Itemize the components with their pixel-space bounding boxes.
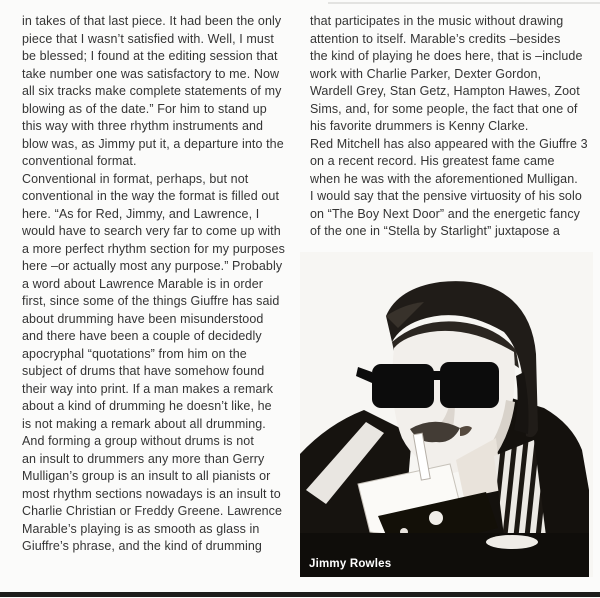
text-line: blowing as of the date.” For him to stand up <box>22 101 267 116</box>
text-line: in takes of that last piece. It had been the only <box>22 14 282 28</box>
text-line: Conventional in format, perhaps, but not <box>22 171 249 186</box>
text-line: would have to search very far to come up with <box>22 224 281 238</box>
text-line: his favorite drummers is Kenny Clarke. <box>310 119 529 133</box>
text-line: subject of drums that have somehow found <box>22 364 265 378</box>
text-line: Charlie Christian or Freddy Greene. Lawrence <box>22 504 283 518</box>
text-line: is not making a remark about all drumming. <box>22 416 266 431</box>
text-line: this way with three rhythm instruments and <box>22 119 264 133</box>
text-line: here. “As for Red, Jimmy, and Lawrence, I <box>22 206 260 221</box>
text-line: Red Mitchell has also appeared with the Giuffre 3 <box>310 136 588 151</box>
text-line: a word about Lawrence Marable is in order <box>22 276 264 291</box>
sunglasses-icon <box>356 362 499 408</box>
right-text-column <box>310 13 596 241</box>
text-line: that participates in the music without drawing <box>310 14 564 28</box>
scan-edge-bottom <box>0 592 600 597</box>
text-line: Sims, and, for some people, the fact that one of <box>310 101 578 116</box>
text-line: on “The Boy Next Door” and the energetic fancy <box>310 206 581 221</box>
text-line: a more perfect rhythm section for my purposes <box>22 241 285 256</box>
scan-edge-top <box>328 2 600 4</box>
text-line: and there have been a couple of decidedly <box>22 329 262 343</box>
text-line: I would say that the pensive virtuosity of his solo <box>310 189 582 203</box>
text-line: Giuffre’s phrase, and the kind of drumming <box>22 539 262 553</box>
portrait-illustration <box>300 252 593 577</box>
text-line: about a kind of drumming he doesn’t like, he <box>22 399 272 413</box>
text-line: all six tracks make complete statements of my <box>22 84 282 98</box>
text-line: conventional in the way the format is filled out <box>22 189 280 203</box>
text-line: an insult to drummers any more than Gerry <box>22 451 265 466</box>
text-line: attention to itself. Marable’s credits –besides <box>310 31 561 46</box>
text-line: on a recent record. His greatest fame came <box>310 154 555 168</box>
photo-caption: Jimmy Rowles <box>309 558 392 570</box>
text-line: Wardell Grey, Stan Getz, Hampton Hawes, Zoot <box>310 84 580 98</box>
text-line: about drumming have been misunderstood <box>22 311 264 326</box>
text-line: Mulligan’s group is an insult to all pianists or <box>22 469 271 483</box>
text-line: first, since some of the things Giuffre has said <box>22 294 280 308</box>
text-line: work with Charlie Parker, Dexter Gordon, <box>310 66 542 81</box>
text-line: most rhythm sections nowadays is an insult to <box>22 486 281 501</box>
text-line: blow was, as Jimmy put it, a departure into the <box>22 136 284 151</box>
text-line: take number one was satisfactory to me. Now <box>22 66 280 81</box>
text-line: be blessed; I found at the editing session that <box>22 49 278 63</box>
text-line: And forming a group without drums is not <box>22 434 254 448</box>
text-line: of the one in “Stella by Starlight” juxtapose a <box>310 224 560 238</box>
text-line: piece that I wasn’t satisfied with. Well, I must <box>22 31 274 46</box>
caption-bar <box>300 533 589 577</box>
left-text-column <box>22 13 300 556</box>
text-line: their way into print. If a man makes a remark <box>22 381 274 396</box>
text-line: conventional format. <box>22 154 137 168</box>
text-line: here –or actually most any purpose.” Probably <box>22 259 283 273</box>
text-line: the kind of playing he does here, that is –include <box>310 49 583 63</box>
jimmy-rowles-photo <box>300 252 593 577</box>
text-line: when he was with the aforementioned Mulligan. <box>310 171 578 186</box>
text-line: apocryphal “quotations” from him on the <box>22 346 247 361</box>
text-line: Marable’s playing is as smooth as glass in <box>22 521 260 536</box>
